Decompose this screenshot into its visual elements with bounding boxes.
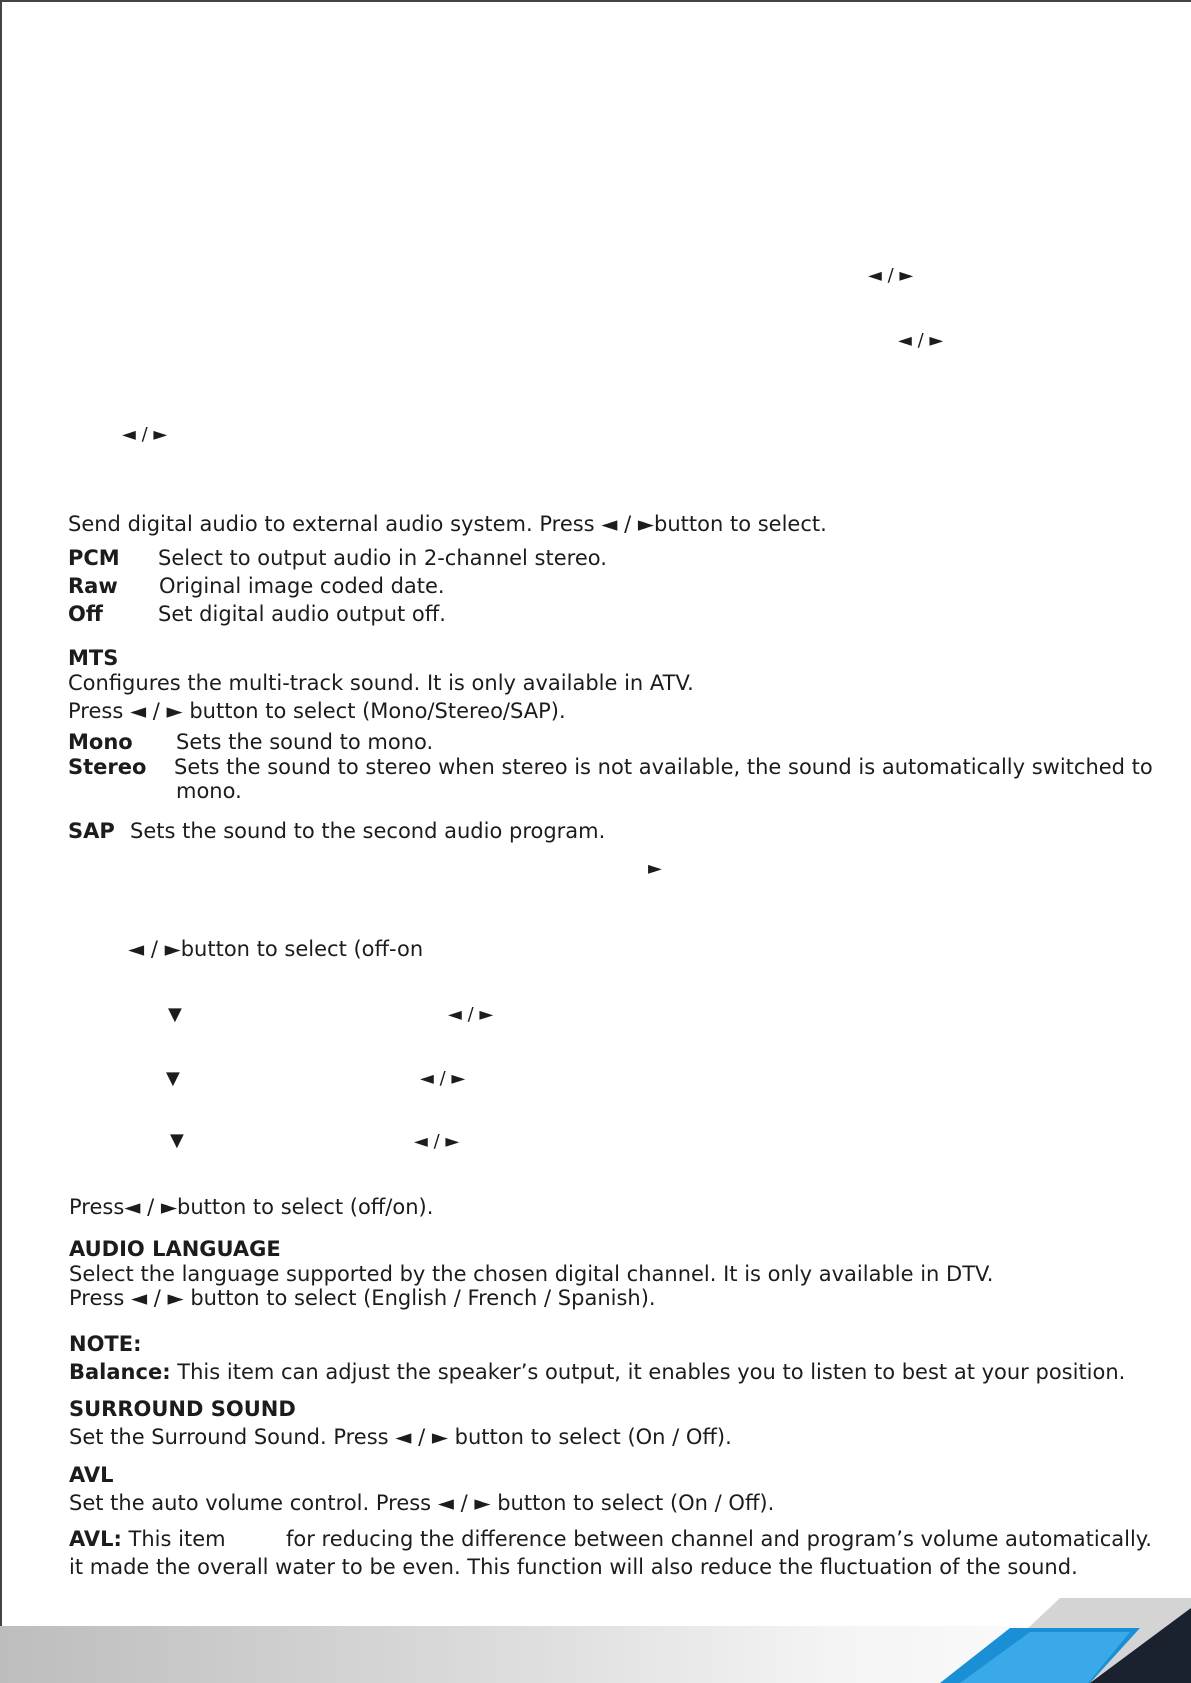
right-arrow-icon: ► bbox=[648, 858, 662, 879]
surround-text: Set the Surround Sound. Press ◄ / ► button to select (On / Off). bbox=[69, 1425, 732, 1449]
option-label-off: Off bbox=[68, 602, 103, 626]
left-right-arrow-icon: ◄ / ► bbox=[414, 1131, 460, 1152]
mts-stereo-desc-1: Sets the sound to stereo when stereo is not available, the sound is automatically switched to bbox=[174, 755, 1153, 779]
audio-language-line-2: Press ◄ / ► button to select (English / French / Spanish). bbox=[69, 1286, 656, 1310]
footer-corner-graphic bbox=[940, 1598, 1191, 1683]
left-right-arrow-icon: ◄ / ► bbox=[122, 424, 168, 445]
option-label-raw: Raw bbox=[68, 574, 118, 598]
balance-label: Balance: bbox=[69, 1360, 171, 1384]
mts-sap-label: SAP bbox=[68, 819, 115, 843]
mts-stereo-desc-2: mono. bbox=[176, 779, 242, 803]
avl-note-a: This item bbox=[128, 1527, 226, 1551]
digital-audio-intro: Send digital audio to external audio system. Press ◄ / ►button to select. bbox=[68, 512, 827, 536]
mts-mono-label: Mono bbox=[68, 730, 133, 754]
avl-note-b: for reducing the difference between channel and program’s volume automatically. bbox=[286, 1527, 1152, 1551]
option-desc-off: Set digital audio output off. bbox=[158, 602, 446, 626]
page-border-top bbox=[0, 0, 1191, 2]
avl-text: Set the auto volume control. Press ◄ / ► button to select (On / Off). bbox=[69, 1491, 775, 1515]
balance-text: This item can adjust the speaker’s output, it enables you to listen to best at your position. bbox=[177, 1360, 1126, 1384]
left-right-arrow-icon: ◄ / ► bbox=[448, 1004, 494, 1025]
down-arrow-icon: ▼ bbox=[170, 1130, 184, 1151]
left-right-arrow-icon: ◄ / ► bbox=[868, 265, 914, 286]
mts-heading: MTS bbox=[68, 646, 119, 670]
option-desc-pcm: Select to output audio in 2-channel stereo. bbox=[158, 546, 607, 570]
page-border-left bbox=[0, 0, 2, 1683]
down-arrow-icon: ▼ bbox=[166, 1068, 180, 1089]
avl-note-label: AVL: bbox=[69, 1527, 122, 1551]
mts-sap-desc: Sets the sound to the second audio program. bbox=[130, 819, 606, 843]
mts-line-1: Configures the multi-track sound. It is only available in ATV. bbox=[68, 671, 694, 695]
option-desc-raw: Original image coded date. bbox=[159, 574, 445, 598]
avl-heading: AVL bbox=[69, 1463, 114, 1487]
audio-language-heading: AUDIO LANGUAGE bbox=[69, 1237, 281, 1261]
mts-line-2: Press ◄ / ► button to select (Mono/Stereo/SAP). bbox=[68, 699, 566, 723]
surround-heading: SURROUND SOUND bbox=[69, 1397, 296, 1421]
mts-stereo-label: Stereo bbox=[68, 755, 147, 779]
left-right-arrow-icon: ◄ / ► bbox=[420, 1068, 466, 1089]
note-heading: NOTE: bbox=[69, 1332, 142, 1356]
avl-note-line-2: it made the overall water to be even. This function will also reduce the fluctuation of the sound. bbox=[69, 1555, 1078, 1579]
down-arrow-icon: ▼ bbox=[168, 1004, 182, 1025]
press-off-on-line: Press◄ / ►button to select (off/on). bbox=[69, 1195, 434, 1219]
note-balance bbox=[69, 1359, 1125, 1385]
mts-mono-desc: Sets the sound to mono. bbox=[176, 730, 434, 754]
select-off-on-line: ◄ / ►button to select (off-on bbox=[128, 937, 424, 961]
left-right-arrow-icon: ◄ / ► bbox=[898, 330, 944, 351]
option-label-pcm: PCM bbox=[68, 546, 120, 570]
audio-language-line-1: Select the language supported by the chosen digital channel. It is only available in DTV. bbox=[69, 1262, 994, 1286]
avl-note-line-1 bbox=[69, 1526, 226, 1552]
